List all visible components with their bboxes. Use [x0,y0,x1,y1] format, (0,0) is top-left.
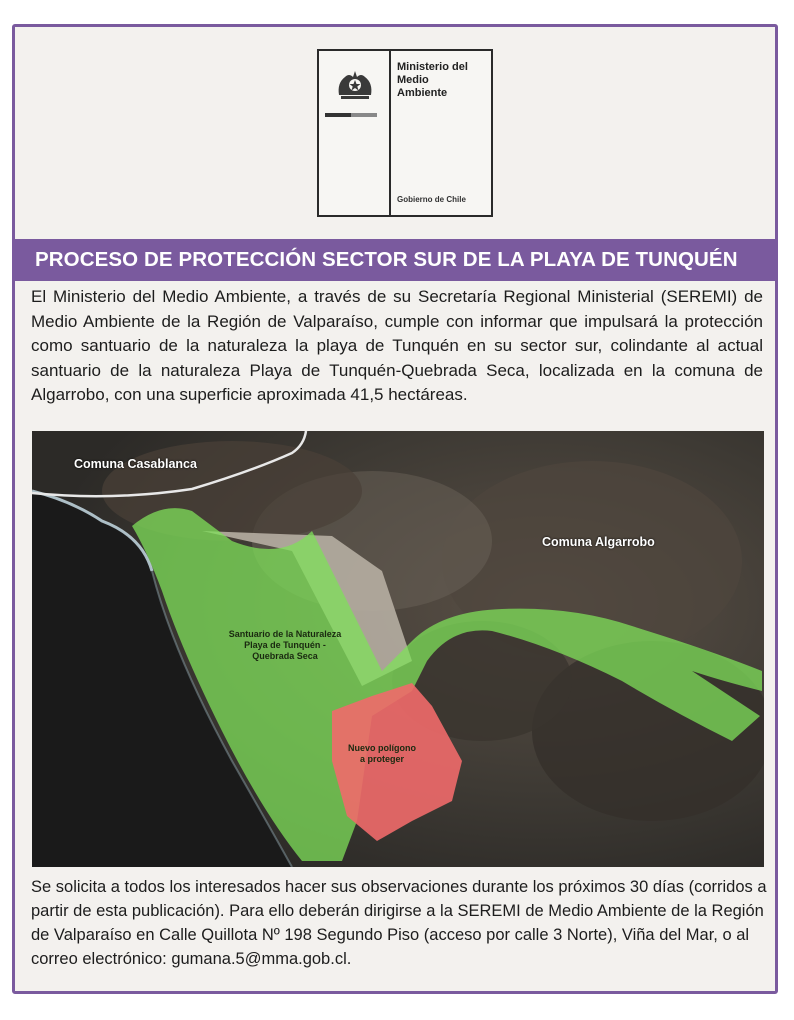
label-sanctuary: Santuario de la Naturaleza Playa de Tunquén - Quebrada Seca [228,629,342,661]
coat-of-arms-icon [331,65,379,105]
label-algarrobo: Comuna Algarrobo [542,535,655,549]
ministry-name: Ministerio del Medio Ambiente [397,61,468,99]
aerial-map [32,431,764,867]
logo-divider [389,51,391,215]
footer-paragraph: Se solicita a todos los interesados hacer sus observaciones durante los próximos 30 días (corridos a partir de esta publicación). Para ello deberán dirigirse a la SEREMI de Medio Ambiente de la Región de Valparaíso en Calle Quillota Nº 198 Segundo Piso (acceso por calle 3 Norte), Viña del Mar, o al correo electrónico: gumana.5@mma.gob.cl. [31,878,767,968]
notice-frame [12,24,778,994]
notice-title: PROCESO DE PROTECCIÓN SECTOR SUR DE LA PLAYA DE TUNQUÉN [35,248,738,271]
ministry-logo [317,49,493,217]
map-image [32,431,764,867]
title-bar [15,239,775,281]
flag-stripe [351,113,377,117]
flag-stripe [325,113,351,117]
government-name: Gobierno de Chile [397,195,466,204]
label-casablanca: Comuna Casablanca [74,457,197,471]
intro-paragraph: El Ministerio del Medio Ambiente, a través de su Secretaría Regional Ministerial (SEREMI) de Medio Ambiente de la Región de Valparaíso, cumple con informar que impulsará la protección como santuario de la naturaleza la playa de Tunquén en su sector sur, colindante al actual santuario de la naturaleza Playa de Tunquén-Quebrada Seca, localizada en la comuna de Algarrobo, con una superficie aproximada 41,5 hectáreas. [31,287,763,404]
label-new-polygon: Nuevo polígono a proteger [348,743,416,764]
